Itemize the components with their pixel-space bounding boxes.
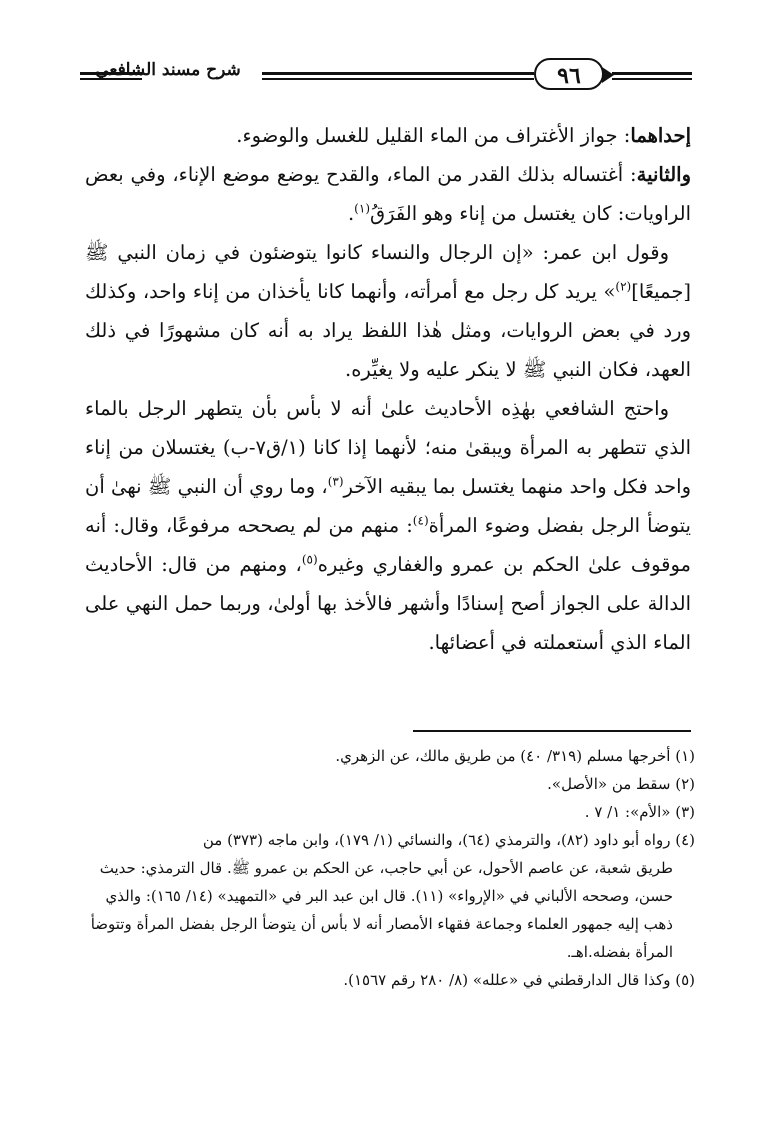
footnote-text: (٤) رواه أبو داود (٨٢)، والترمذي (٦٤)، والنسائي (١/ ١٧٩)، وابن ماجه (٣٧٣) من	[202, 831, 695, 849]
paragraph-lead: إحداهما	[630, 124, 691, 147]
paragraph-3	[85, 233, 691, 389]
paragraph-tail: » يريد كل رجل مع أمرأته، وأنهما كانا يأخذان من إناء واحد، وكذلك ورد في بعض الروايات، ومثل هٰذا اللفظ يراد به أنه كان مشهورًا في ذلك العهد، فكان النبي ﷺ لا ينكر عليه ولا يغيِّره.	[85, 280, 691, 381]
footnote-ref: (٤)	[412, 513, 429, 528]
header-rule-right-thin	[612, 78, 692, 80]
footnote-text: (١) أخرجها مسلم (٣١٩/ ٤٠) من طريق مالك، عن الزهري.	[335, 747, 695, 765]
paragraph-tail: ، وما روي أن النبي ﷺ نهىٰ أن يتوضأ الرجل بفضل وضوء المرأة	[85, 475, 691, 537]
paragraph-text: : جواز الأغتراف من الماء القليل للغسل والوضوء.	[236, 124, 631, 147]
footnote-3	[85, 798, 695, 826]
book-title: شرح مسند الشافعي	[95, 60, 241, 80]
page-number: ٩٦	[534, 58, 604, 90]
paragraph-4	[85, 389, 691, 662]
footnote-ref: (٣)	[327, 474, 344, 489]
footnote-continuation: طريق شعبة، عن عاصم الأحول، عن أبي حاجب، عن الحكم بن عمرو ﷺ. قال الترمذي: حديث حسن، وصححه الألباني في «الإرواء» (١١). قال ابن عبد البر في «التمهيد» (١٤/ ١٦٥): والذي ذهب إليه جمهور العلماء وجماعة فقهاء الأمصار أنه لا بأس أن يتوضأ الرجل بفضل المرأة وتتوضأ المرأة بفضله.اهـ.	[90, 859, 673, 961]
footnote-text: (٢) سقط من «الأصل».	[547, 775, 695, 793]
footnotes	[85, 742, 695, 994]
header-rule-middle-thin	[262, 78, 534, 80]
main-text	[85, 116, 691, 662]
footnote-ref: (١)	[354, 201, 370, 216]
header-rule-right	[612, 72, 692, 75]
paragraph-text: : أغتساله بذلك القدر من الماء، والقدح يوضع موضع الإناء، وفي بعض الراويات: كان يغتسل من إناء وهو الفَرَقُ	[85, 163, 691, 225]
footnote-text: (٣) «الأم»: ١/ ٧ .	[584, 803, 695, 821]
page-number-arrow-icon	[602, 67, 614, 83]
paragraph-tail: : منهم من لم يصححه مرفوعًا، وقال: أنه موقوف علىٰ الحكم بن عمرو والغفاري وغيره	[85, 514, 691, 576]
page-header	[80, 58, 692, 94]
paragraph-text: وقول ابن عمر: «إن الرجال والنساء كانوا يتوضئون في زمان النبي ﷺ [جميعًا]	[85, 241, 691, 303]
header-rule-middle	[262, 72, 534, 75]
footnote-4	[85, 826, 695, 966]
footnote-2	[85, 770, 695, 798]
footnote-text: (٥) وكذا قال الدارقطني في «علله» (٨/ ٢٨٠ رقم ١٥٦٧).	[343, 971, 695, 989]
footnote-divider	[413, 730, 691, 732]
paragraph-tail: .	[347, 202, 355, 225]
paragraph-lead: والثانية	[636, 163, 691, 186]
paragraph-1	[85, 116, 691, 155]
paragraph-2	[85, 155, 691, 233]
paragraph-tail: ، ومنهم من قال: الأحاديث الدالة على الجواز أصح إسنادًا وأشهر فالأخذ بها أولىٰ، وربما حمل النهي على الماء الذي أستعملته في أعضائها.	[85, 553, 691, 654]
paragraph-text: واحتج الشافعي بهٰذِه الأحاديث علىٰ أنه لا بأس بأن يتطهر الرجل بالماء الذي تتطهر به المرأة ويبقىٰ منه؛ لأنهما إذا كانا (١/ق٧-ب) يغتسلان من إناء واحد فكل واحد منهما يغتسل بما يبقيه الآخر	[85, 397, 692, 498]
footnote-5	[85, 966, 695, 994]
footnote-ref: (٥)	[301, 552, 318, 567]
footnote-ref: (٢)	[615, 279, 632, 294]
footnote-1	[85, 742, 695, 770]
